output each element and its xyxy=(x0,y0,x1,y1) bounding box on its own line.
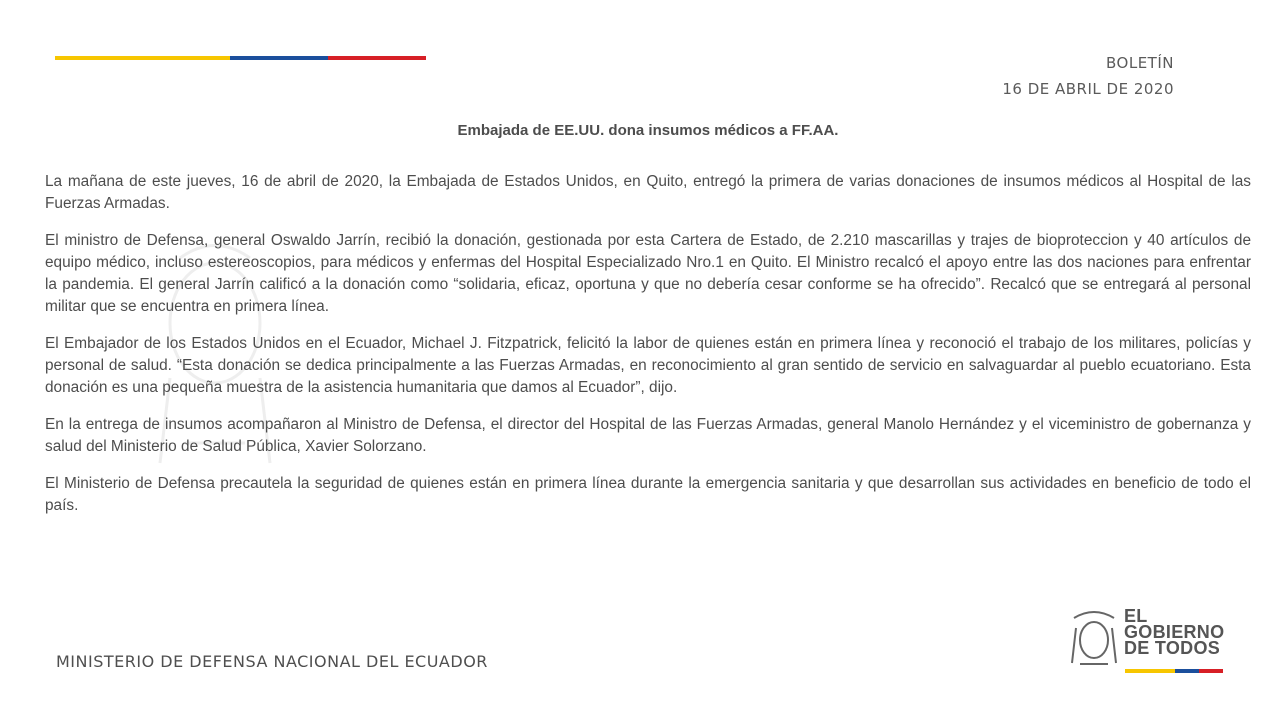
paragraph: El ministro de Defensa, general Oswaldo Jarrín, recibió la donación, gestionada por esta Cartera de Estado, de 2.210 mascarillas y trajes de bioproteccion y 40 artículos de equipo médico, incluso estereoscopios, para médicos y enfermas del Hospital Especializado Nro.1 en Quito. El Ministro recalcó el apoyo entre las dos naciones para enfrentar la pandemia. El general Jarrín calificó a la donación como “solidaria, eficaz, oportuna y que no debería cesar conforme se ha ofrecido”. Recalcó que se entregará al personal militar que se encuentra en primera línea. xyxy=(45,232,1251,315)
flag-blue-stripe xyxy=(230,56,328,60)
logo-red-stripe xyxy=(1199,669,1223,673)
paragraph: En la entrega de insumos acompañaron al Ministro de Defensa, el director del Hospital de las Fuerzas Armadas, general Manolo Hernández y el viceministro de gobernanza y salud del Ministerio de Salud Pública, Xavier Solorzano. xyxy=(45,416,1251,455)
bulletin-date: 16 DE ABRIL DE 2020 xyxy=(1002,80,1174,98)
paragraph: El Embajador de los Estados Unidos en el Ecuador, Michael J. Fitzpatrick, felicitó la labor de quienes están en primera línea y reconoció el trabajo de los militares, policías y personal de salud. “Esta donación se dedica principalmente a las Fuerzas Armadas, en reconocimiento al gran sentido de servicio en salvaguardar al pueblo ecuatoriano. Esta donación es una pequeña muestra de la asistencia humanitaria que damos al Ecuador”, dijo. xyxy=(45,335,1251,396)
logo-blue-stripe xyxy=(1175,669,1199,673)
paragraph: El Ministerio de Defensa precautela la seguridad de quienes están en primera línea durante la emergencia sanitaria y que desarrollan sus actividades en beneficio de todo el país. xyxy=(45,475,1251,514)
flag-red-stripe xyxy=(328,56,426,60)
logo-color-bar xyxy=(1125,669,1223,673)
article-title: Embajada de EE.UU. dona insumos médicos a FF.AA. xyxy=(457,122,839,139)
logo-line-de-todos: DE TODOS xyxy=(1124,638,1221,658)
gobierno-de-todos-logo xyxy=(1066,608,1226,673)
bulletin-label: BOLETÍN xyxy=(1106,54,1174,72)
flag-color-bar xyxy=(55,56,426,60)
logo-text xyxy=(1124,608,1224,656)
ecuador-shield-icon xyxy=(1066,608,1122,670)
flag-yellow-stripe xyxy=(55,56,230,60)
logo-yellow-stripe xyxy=(1125,669,1175,673)
paragraph: La mañana de este jueves, 16 de abril de 2020, la Embajada de Estados Unidos, en Quito, entregó la primera de varias donaciones de insumos médicos al Hospital de las Fuerzas Armadas. xyxy=(45,173,1251,212)
ministry-name: MINISTERIO DE DEFENSA NACIONAL DEL ECUADOR xyxy=(56,652,488,671)
article-body xyxy=(45,171,1251,532)
bulletin-header xyxy=(1002,50,1174,102)
logo-line-gobierno: GOBIERNO xyxy=(1124,622,1225,642)
logo-line-el: EL xyxy=(1124,606,1148,626)
